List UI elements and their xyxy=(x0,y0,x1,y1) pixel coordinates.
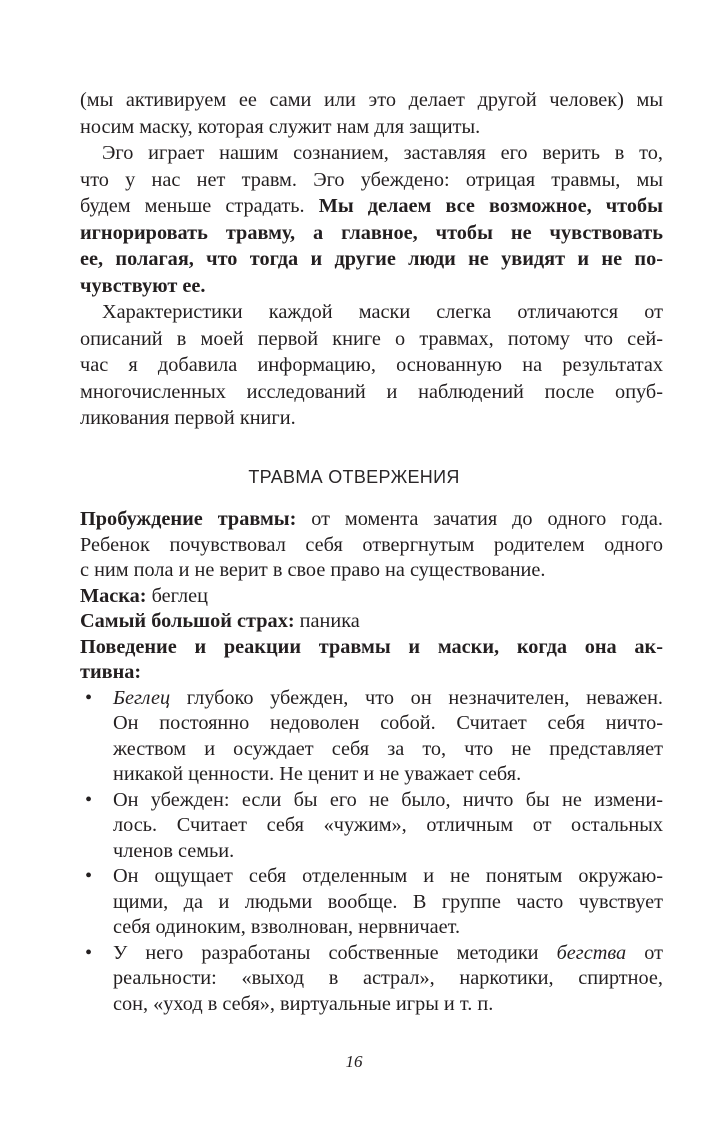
text-line xyxy=(80,273,663,300)
text: Характеристики каждой маски слегка отличаются от xyxy=(102,301,663,323)
text: Он убежден: если бы его не было, ничто бы не измени- xyxy=(113,788,663,811)
text: щими, да и людьми вообще. В группе часто чувствует xyxy=(113,890,663,913)
text: (мы активируем ее сами или это делает другой человек) мы xyxy=(80,89,663,111)
bullet-line xyxy=(80,737,663,763)
text-line xyxy=(80,379,663,406)
bold-text: игнорировать травму, а главное, чтобы не чувствовать xyxy=(80,221,663,244)
bold-text: Мы делаем все возможное, чтобы xyxy=(318,195,663,217)
bullet-line xyxy=(80,864,663,890)
bold-text: Самый большой страх: xyxy=(80,610,295,632)
text-line xyxy=(80,584,663,610)
bullet-line xyxy=(80,813,663,839)
text: будем меньше страдать. xyxy=(80,195,319,217)
text-line xyxy=(80,220,663,247)
text: У него разработаны собственные методики xyxy=(113,941,557,964)
text: многочисленных исследований и наблюдений после опуб- xyxy=(80,380,663,403)
text-line xyxy=(80,193,663,220)
page-number: 16 xyxy=(345,1052,363,1071)
text-line xyxy=(80,87,663,114)
bold-text: ее, полагая, что тогда и другие люди не увидят и не по- xyxy=(80,248,663,270)
text: паника xyxy=(294,610,360,632)
section-body xyxy=(80,507,663,1017)
text: описаний в моей первой книге о травмах, потому что сей- xyxy=(80,327,663,350)
bold-text: тивна: xyxy=(80,661,142,683)
text-line xyxy=(80,299,663,326)
bullet-line xyxy=(80,941,663,967)
text: жеством и осуждает себя за то, что не представляет xyxy=(113,737,663,760)
bold-text: чувствуют ее. xyxy=(80,274,206,297)
text: себя одиноким, взволнован, нервничает. xyxy=(113,916,461,938)
bullet-line xyxy=(80,992,663,1018)
text: никакой ценности. Не ценит и не уважает себя. xyxy=(113,763,522,785)
bullet-line xyxy=(80,839,663,865)
bullet-icon: • xyxy=(85,788,93,811)
text-line xyxy=(80,167,663,194)
text-line xyxy=(80,533,663,559)
text-line xyxy=(80,635,663,661)
text: членов семьи. xyxy=(113,839,235,862)
bullet-line xyxy=(80,966,663,992)
bold-text: Поведение и реакции травмы и маски, когда она ак- xyxy=(80,635,663,658)
text: сон, «уход в себя», виртуальные игры и т. п. xyxy=(113,992,494,1015)
text: Ребенок почувствовал себя отвергнутым родителем одного xyxy=(80,533,663,556)
bullet-line xyxy=(80,788,663,814)
text-line xyxy=(80,246,663,273)
bold-text: Пробуждение травмы: xyxy=(80,508,297,530)
text-line xyxy=(80,326,663,353)
text-line xyxy=(80,609,663,635)
text: ликования первой книги. xyxy=(80,407,296,429)
text: с ним пола и не верит в свое право на существование. xyxy=(80,559,546,581)
bullet-icon: • xyxy=(85,941,93,964)
text: беглец xyxy=(146,584,208,607)
text-line xyxy=(80,507,663,533)
text-line xyxy=(80,352,663,379)
bullet-line xyxy=(80,762,663,788)
bullet-icon: • xyxy=(85,686,93,709)
bullet-line xyxy=(80,890,663,916)
text: глубоко убежден, что он незначителен, неважен. xyxy=(170,686,663,709)
text: лось. Считает себя «чужим», отличным от остальных xyxy=(113,814,663,836)
bullet-icon: • xyxy=(85,865,93,887)
text: реальности: «выход в астрал», наркотики, спиртное, xyxy=(113,967,663,989)
bullet-line xyxy=(80,915,663,941)
text: что у нас нет травм. Эго убеждено: отрицая травмы, мы xyxy=(80,168,663,191)
text-line xyxy=(80,140,663,167)
bold-text: Маска: xyxy=(80,584,147,607)
text-line xyxy=(80,558,663,584)
section-heading: ТРАВМА ОТВЕРЖЕНИЯ xyxy=(248,467,460,487)
bullet-line xyxy=(80,686,663,712)
text-line xyxy=(80,660,663,686)
text: час я добавила информацию, основанную на результатах xyxy=(80,354,663,376)
text: Эго играет нашим сознанием, заставляя его верить в то, xyxy=(102,142,663,164)
bullet-line xyxy=(80,711,663,737)
text: Он постоянно недоволен собой. Считает себя ничто- xyxy=(113,712,663,734)
italic-text: бегства xyxy=(556,941,627,964)
text: от xyxy=(626,941,663,964)
italic-text: Беглец xyxy=(113,686,171,709)
intro-text xyxy=(80,87,663,432)
text-line xyxy=(80,405,663,432)
text: Он ощущает себя отделенным и не понятым окружаю- xyxy=(113,865,663,887)
text: от момента зачатия до одного года. xyxy=(296,508,663,530)
text-line xyxy=(80,114,663,141)
text: носим маску, которая служит нам для защиты. xyxy=(80,115,481,138)
